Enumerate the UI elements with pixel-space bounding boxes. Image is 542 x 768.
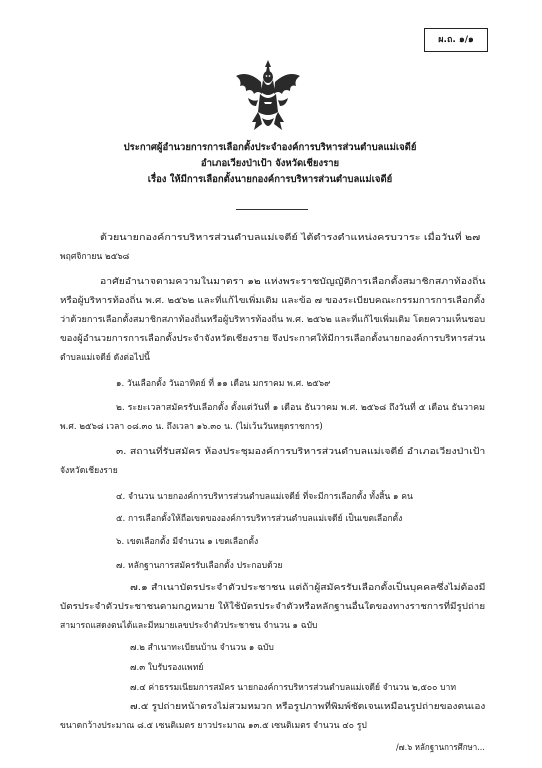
text-line: หรือผู้บริหารท้องถิ่น พ.ศ. ๒๕๖๒ และที่แก้ไขเพิ่มเติม และข้อ ๗ ของระเบียบคณะกรรมการการเลือกตั้ง — [60, 296, 485, 306]
document-number-box: ผ.ถ. ๑/๑ — [424, 28, 488, 52]
text-line: ๗.๕ รูปถ่ายหน้าตรงไม่สวมหมวก หรือรูปภาพที่พิมพ์ชัดเจนเหมือนรูปถ่ายของตนเอง — [130, 702, 486, 712]
text-line: พฤศจิกายน ๒๕๖๘ — [60, 252, 130, 262]
continuation-note: /๗.๖ หลักฐานการศึกษา... — [396, 743, 485, 753]
heading-line-3: เรื่อง ให้มีการเลือกตั้งนายกองค์การบริหารส่วนตำบลแม่เจดีย์ — [147, 174, 393, 185]
text-line: ๗.๒ สำเนาทะเบียนบ้าน จำนวน ๑ ฉบับ — [130, 643, 274, 653]
text-line: จังหวัดเชียงราย — [60, 466, 118, 476]
text-line: ๑. วันเลือกตั้ง วันอาทิตย์ ที่ ๑๑ เดือน มกราคม พ.ศ. ๒๕๖๙ — [116, 379, 331, 389]
text-line: ๒. ระยะเวลาสมัครรับเลือกตั้ง ตั้งแต่วันที่ ๑ เดือน ธันวาคม พ.ศ. ๒๕๖๘ ถึงวันที่ ๕ เดือน ธันวาคม — [116, 403, 486, 413]
text-line: บัตรประจำตัวประชาชนตามกฎหมาย ให้ใช้บัตรประจำตัวหรือหลักฐานอื่นใดของทางราชการที่มีรูปถ่าย — [60, 602, 486, 612]
heading-line-1: ประกาศผู้อำนวยการการเลือกตั้งประจำองค์การบริหารส่วนตำบลแม่เจดีย์ — [123, 142, 417, 153]
text-line: ขนาดกว้างประมาณ ๘.๕ เซนติเมตร ยาวประมาณ ๑๓.๕ เซนติเมตร จำนวน ๔๐ รูป — [60, 721, 367, 731]
heading-divider — [236, 209, 308, 210]
text-line: พ.ศ. ๒๕๖๘ เวลา ๐๘.๓๐ น. ถึงเวลา ๑๖.๓๐ น. (ไม่เว้นวันหยุดราชการ) — [60, 422, 323, 432]
text-line: ตำบลแม่เจดีย์ ดังต่อไปนี้ — [60, 353, 150, 363]
text-line: ๓. สถานที่รับสมัคร ห้องประชุมองค์การบริหารส่วนตำบลแม่เจดีย์ อำเภอเวียงป่าเป้า — [116, 447, 486, 457]
text-line: ๗. หลักฐานการสมัครรับเลือกตั้ง ประกอบด้วย — [116, 561, 283, 571]
heading-line-2: อำเภอเวียงป่าเป้า จังหวัดเชียงราย — [200, 158, 340, 169]
announcement-heading — [60, 140, 480, 188]
text-line: ด้วยนายกองค์การบริหารส่วนตำบลแม่เจดีย์ ได้ดำรงตำแหน่งครบวาระ เมื่อวันที่ ๒๗ — [100, 233, 481, 243]
text-line: สามารถแสดงตนได้และมีหมายเลขประจำตัวประชาชน จำนวน ๑ ฉบับ — [60, 621, 318, 631]
text-line: ๔. จำนวน นายกองค์การบริหารส่วนตำบลแม่เจดีย์ ที่จะมีการเลือกตั้ง ทั้งสิ้น ๑ คน — [116, 492, 413, 502]
garuda-emblem-icon — [232, 58, 304, 134]
text-line: ๗.๑ สำเนาบัตรประจำตัวประชาชน แต่ถ้าผู้สมัครรับเลือกตั้งเป็นบุคคลซึ่งไม่ต้องมี — [130, 583, 486, 593]
text-line: อาศัยอำนาจตามความในมาตรา ๑๒ แห่งพระราชบัญญัติการเลือกตั้งสมาชิกสภาท้องถิ่น — [100, 277, 486, 287]
text-line: ๗.๓ ใบรับรองแพทย์ — [130, 663, 204, 673]
text-line: ๖. เขตเลือกตั้ง มีจำนวน ๑ เขตเลือกตั้ง — [116, 537, 259, 547]
text-line: ของผู้อำนวยการการเลือกตั้งประจำจังหวัดเชียงราย จึงประกาศให้มีการเลือกตั้งนายกองค์การบริหารส่วน — [60, 334, 486, 344]
text-line: ๕. การเลือกตั้งให้ถือเขตขององค์การบริหารส่วนตำบลแม่เจดีย์ เป็นเขตเลือกตั้ง — [116, 514, 403, 524]
text-line: ว่าด้วยการเลือกตั้งสมาชิกสภาท้องถิ่นหรือผู้บริหารท้องถิ่น พ.ศ. ๒๕๖๒ และที่แก้ไขเพิ่มเติม โดยความเห็นชอบ — [60, 315, 486, 325]
text-line: ๗.๔ ค่าธรรมเนียมการสมัคร นายกองค์การบริหารส่วนตำบลแม่เจดีย์ จำนวน ๒,๕๐๐ บาท — [130, 683, 457, 693]
